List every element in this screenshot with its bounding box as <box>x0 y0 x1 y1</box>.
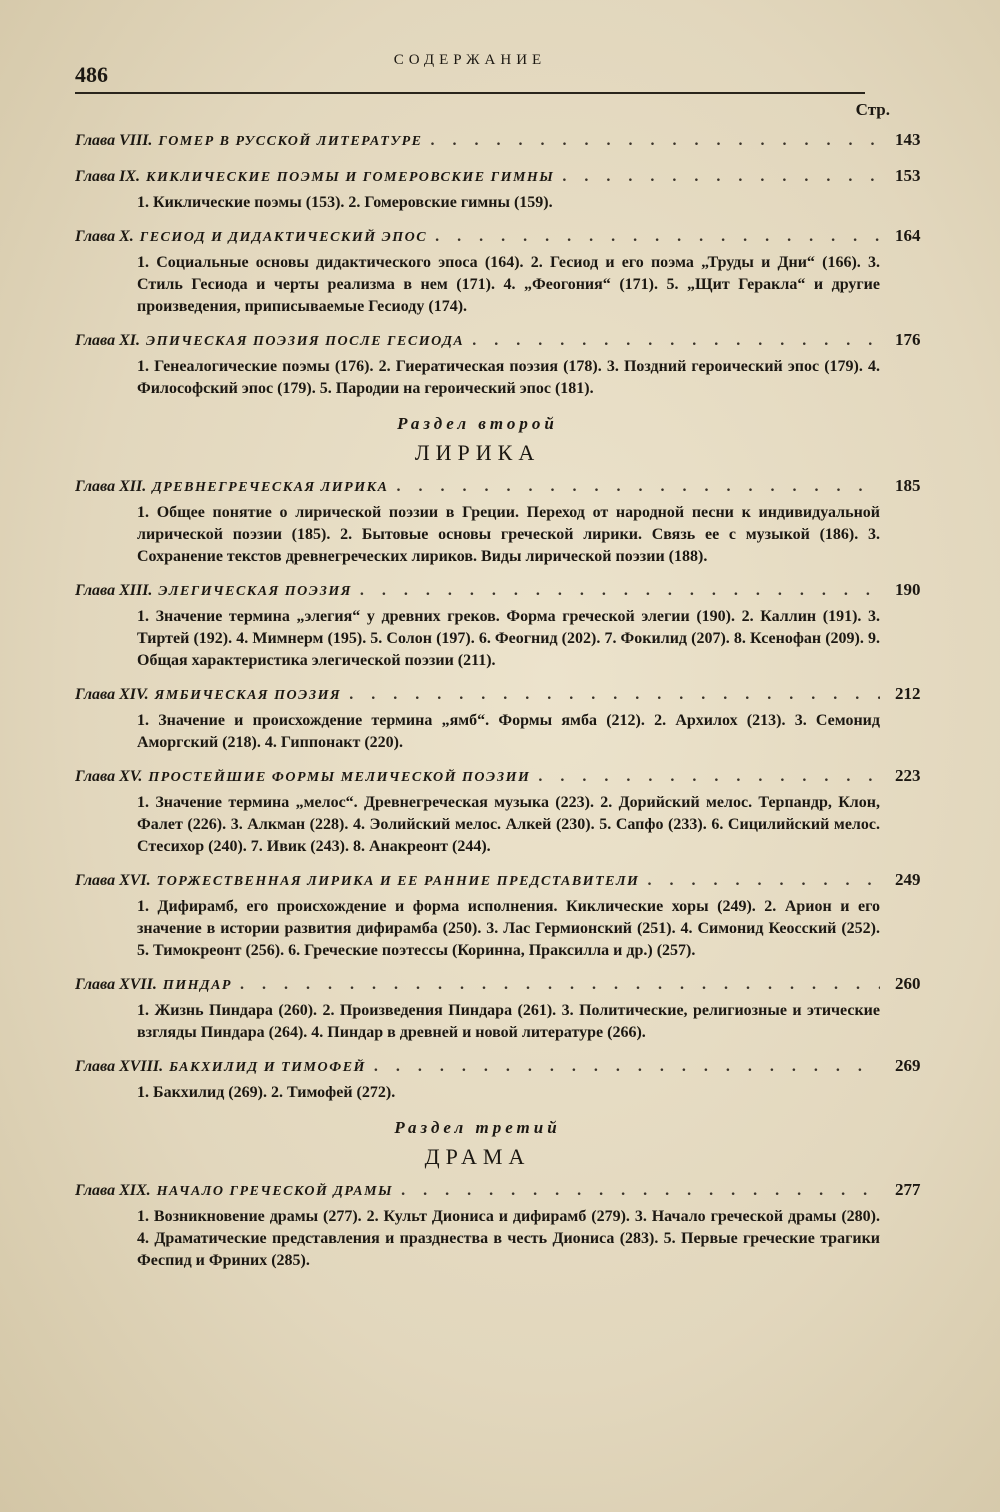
part-label: Раздел второй <box>397 414 558 433</box>
chapter-11 <box>75 328 921 400</box>
chapter-page: 249 <box>895 870 921 889</box>
chapter-title: ДРЕВНЕГРЕЧЕСКАЯ ЛИРИКА <box>152 480 389 495</box>
chapter-heading <box>75 1178 880 1204</box>
chapter-label: Глава X. <box>75 228 134 245</box>
running-title: СОДЕРЖАНИЕ <box>393 52 547 68</box>
chapter-heading <box>75 764 880 790</box>
chapter-title: ЭПИЧЕСКАЯ ПОЭЗИЯ ПОСЛЕ ГЕСИОДА <box>145 334 465 349</box>
chapter-title: ПРОСТЕЙШИЕ ФОРМЫ МЕЛИЧЕСКОЙ ПОЭЗИИ <box>148 770 531 785</box>
chapter-label: Глава IX. <box>75 168 140 185</box>
chapter-label: Глава XIX. <box>75 1182 151 1199</box>
chapter-heading <box>75 328 880 354</box>
dot-leader <box>396 474 880 500</box>
chapter-title: ЭЛЕГИЧЕСКАЯ ПОЭЗИЯ <box>158 584 352 599</box>
chapter-title: ТОРЖЕСТВЕННАЯ ЛИРИКА И ЕЕ РАННИЕ ПРЕДСТАВИТЕЛИ <box>156 874 640 889</box>
chapter-heading <box>75 578 880 604</box>
chapter-heading <box>75 128 880 154</box>
chapter-page: 223 <box>895 766 921 785</box>
chapter-14 <box>75 682 921 754</box>
chapter-page: 212 <box>895 684 921 703</box>
part-three-heading <box>75 1118 880 1170</box>
chapter-summary: 1. Значение термина „мелос“. Древнегреческая музыка (223). 2. Дорийский мелос. Терпандр, Клон, Фалет (226). 3. Алкман (228). 4. Эолийский мелос. Алкей (230). 5. Сапфо (233). 6. Сицилийский мелос. Стесихор (240). 7. Ивик (243). 8. Анакреонт (244). <box>137 794 880 855</box>
chapter-page: 176 <box>895 330 921 349</box>
chapter-10 <box>75 224 921 318</box>
header-rule <box>75 92 865 94</box>
chapter-title: ЯМБИЧЕСКАЯ ПОЭЗИЯ <box>154 688 342 703</box>
chapter-label: Глава XIII. <box>75 582 153 599</box>
part-title: ДРАМА <box>424 1144 531 1169</box>
dot-leader <box>374 1054 880 1080</box>
chapter-title: ГОМЕР В РУССКОЙ ЛИТЕРАТУРЕ <box>158 134 423 149</box>
chapter-heading <box>75 868 880 894</box>
chapter-heading <box>75 682 880 708</box>
chapter-label: Глава XV. <box>75 768 143 785</box>
dot-leader <box>435 224 880 250</box>
page-number: 486 <box>75 62 108 87</box>
chapter-title: КИКЛИЧЕСКИЕ ПОЭМЫ И ГОМЕРОВСКИЕ ГИМНЫ <box>145 170 555 185</box>
chapter-title: ГЕСИОД И ДИДАКТИЧЕСКИЙ ЭПОС <box>139 230 428 245</box>
chapter-heading <box>75 164 880 190</box>
chapter-16 <box>75 868 921 962</box>
chapter-label: Глава XII. <box>75 478 147 495</box>
chapter-page: 185 <box>895 476 921 495</box>
part-title: ЛИРИКА <box>414 440 541 465</box>
dot-leader <box>538 764 880 790</box>
chapter-page: 164 <box>895 226 921 245</box>
part-label: Раздел третий <box>394 1118 561 1137</box>
chapter-summary: 1. Возникновение драмы (277). 2. Культ Диониса и дифирамб (279). 3. Начало греческой драмы (280). 4. Драматические представления и празднества в честь Диониса (283). 5. Первые греческие трагики Феспид и Фриних (285). <box>137 1208 880 1269</box>
chapter-19 <box>75 1178 921 1272</box>
chapter-title: БАКХИЛИД И ТИМОФЕЙ <box>169 1060 366 1075</box>
chapter-13 <box>75 578 921 672</box>
chapter-summary: 1. Киклические поэмы (153). 2. Гомеровские гимны (159). <box>137 194 553 211</box>
chapter-15 <box>75 764 921 858</box>
chapter-label: Глава XIV. <box>75 686 149 703</box>
part-two-heading <box>75 414 880 466</box>
chapter-page: 260 <box>895 974 921 993</box>
table-of-contents <box>75 128 921 1282</box>
dot-leader <box>647 868 880 894</box>
chapter-8 <box>75 128 921 154</box>
chapter-summary: 1. Бакхилид (269). 2. Тимофей (272). <box>137 1084 396 1101</box>
dot-leader <box>349 682 880 708</box>
chapter-label: Глава XI. <box>75 332 140 349</box>
chapter-17 <box>75 972 921 1044</box>
dot-leader <box>401 1178 880 1204</box>
chapter-page: 153 <box>895 166 921 185</box>
dot-leader <box>360 578 880 604</box>
chapter-label: Глава XVI. <box>75 872 151 889</box>
chapter-summary: 1. Социальные основы дидактического эпоса (164). 2. Гесиод и его поэма „Труды и Дни“ (166). 3. Стиль Гесиода и черты реализма в нем (171). 4. „Феогония“ (171). 5. „Щит Геракла“ и другие произведения, приписываемые Гесиоду (174). <box>137 254 880 315</box>
chapter-page: 269 <box>895 1056 921 1075</box>
chapter-title: ПИНДАР <box>162 978 232 993</box>
chapter-page: 143 <box>895 130 921 149</box>
chapter-label: Глава VIII. <box>75 132 153 149</box>
chapter-page: 190 <box>895 580 921 599</box>
chapter-label: Глава XVIII. <box>75 1058 164 1075</box>
dot-leader <box>431 128 881 154</box>
chapter-summary: 1. Общее понятие о лирической поэзии в Греции. Переход от народной песни к индивидуальной лирической поэзии (185). 2. Бытовые основы греческой лирики. Связь ее с музыкой (186). 3. Сохранение текстов древнегреческих лириков. Виды лирической поэзии (188). <box>137 504 880 565</box>
chapter-summary: 1. Дифирамб, его происхождение и форма исполнения. Киклические хоры (249). 2. Арион и его значение в истории развития дифирамба (250). 3. Лас Гермионский (251). 4. Симонид Кеосский (252). 5. Тимокреонт (256). 6. Греческие поэтессы (Коринна, Праксилла и др.) (257). <box>137 898 880 959</box>
chapter-18 <box>75 1054 921 1104</box>
chapter-page: 277 <box>895 1180 921 1199</box>
chapter-summary: 1. Генеалогические поэмы (176). 2. Гиератическая поэзия (178). 3. Поздний героический эпос (179). 4. Философский эпос (179). 5. Пародии на героический эпос (181). <box>137 358 880 397</box>
chapter-summary: 1. Значение термина „элегия“ у древних греков. Форма греческой элегии (190). 2. Каллин (191). 3. Тиртей (192). 4. Мимнерм (195). 5. Солон (197). 6. Феогнид (202). 7. Фокилид (207). 8. Ксенофан (209). 9. Общая характеристика элегической поэзии (211). <box>137 608 880 669</box>
chapter-summary: 1. Значение и происхождение термина „ямб“. Формы ямба (212). 2. Архилох (213). 3. Семонид Аморгский (218). 4. Гиппонакт (220). <box>137 712 880 751</box>
page-header <box>75 52 865 97</box>
dot-leader <box>562 164 880 190</box>
chapter-label: Глава XVII. <box>75 976 157 993</box>
chapter-summary: 1. Жизнь Пиндара (260). 2. Произведения Пиндара (261). 3. Политические, религиозные и этические взгляды Пиндара (264). 4. Пиндар в древней и новой литературе (266). <box>137 1002 880 1041</box>
page-column-label: Стр. <box>855 100 890 119</box>
chapter-12 <box>75 474 921 568</box>
dot-leader <box>472 328 880 354</box>
chapter-title: НАЧАЛО ГРЕЧЕСКОЙ ДРАМЫ <box>156 1184 394 1199</box>
chapter-heading <box>75 1054 880 1080</box>
dot-leader <box>240 972 880 998</box>
chapter-heading <box>75 972 880 998</box>
chapter-heading <box>75 474 880 500</box>
chapter-heading <box>75 224 880 250</box>
chapter-9 <box>75 164 921 214</box>
